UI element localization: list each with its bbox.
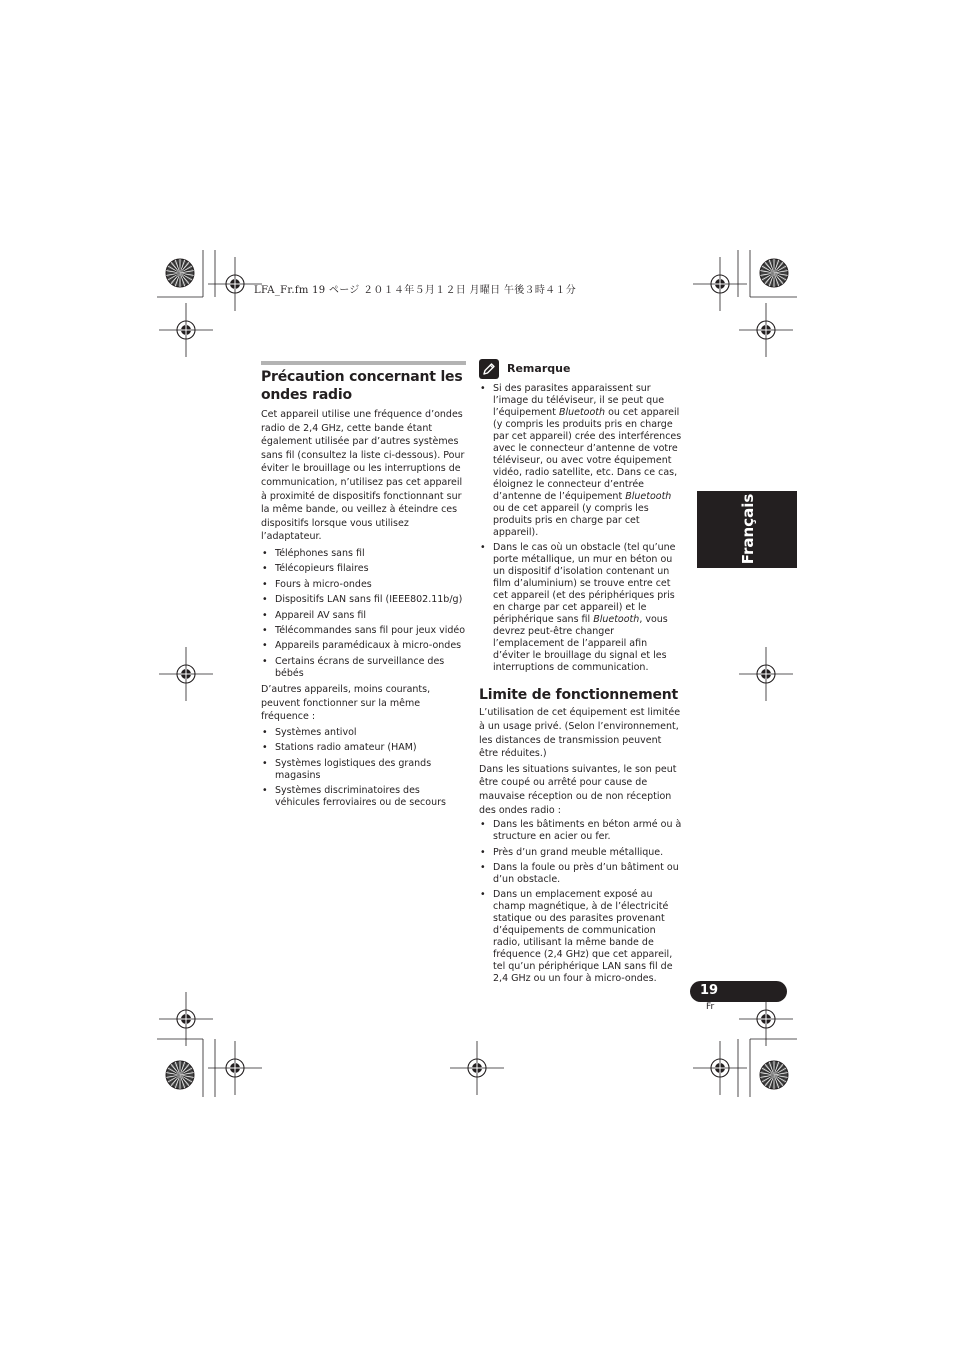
limit-paragraph-2: Dans les situations suivantes, le son peut être coupé ou arrêté pour cause de mauvaise réception ou de non réception des ondes radio : (479, 763, 677, 816)
list-item: • Systèmes antivol (261, 727, 466, 739)
list-item: • Fours à micro-ondes (261, 579, 466, 591)
remark-list (479, 383, 683, 674)
starburst-target-icon (166, 259, 194, 287)
registration-mark-icon (693, 1041, 747, 1095)
starburst-target-icon (760, 1061, 788, 1089)
radio-precaution-heading: Précaution concernant les ondes radio (261, 369, 463, 403)
remark-text: Si des parasites apparaissent sur l’image du téléviseur, il se peut que l’équipement (493, 383, 665, 418)
operating-limit-heading: Limite de fonctionnement (479, 687, 679, 704)
remark-italic-term: Bluetooth (558, 407, 606, 418)
remark-italic-term: Bluetooth (593, 614, 640, 626)
page-number: 19 (700, 983, 719, 998)
other-devices-intro: D’autres appareils, moins courants, peuvent fonctionner sur la même fréquence : (261, 684, 431, 723)
remark-title: Remarque (507, 362, 571, 375)
list-item: • Stations radio amateur (HAM) (261, 742, 466, 754)
list-item: • Téléphones sans fil (261, 548, 466, 560)
remark-item (479, 542, 683, 674)
list-item: • Télécommandes sans fil pour jeux vidéo (261, 625, 466, 637)
registration-mark-icon (450, 1041, 504, 1095)
list-item: • Appareil AV sans fil (261, 610, 466, 622)
radio-intro-paragraph: Cet appareil utilise une fréquence d’ondes radio de 2,4 GHz, cette bande étant également utilisée par d’autres systèmes sans fil (consultez la liste ci-dessous). Pour éviter le brouillage ou les interruptions de communication, n’utilisez pas cet appareil à proximité de dispositifs fonctionnant sur la même bande, ou veillez à éteindre ces dispositifs lorsque vous utilisez l’adaptateur. (261, 409, 465, 543)
remark-text: ou de cet appareil (y compris les produits pris en charge par cet appareil). (493, 503, 649, 538)
page-language-code: Fr (706, 1002, 715, 1012)
devices-list (261, 548, 466, 680)
list-item: • Dans un emplacement exposé au champ magnétique, à de l’électricité statique ou des parasites provenant d’équipements de communication radio, utilisant la même bande de fréquence (2,4 GHz) que cet appareil, tel qu’un périphérique LAN sans fil de 2,4 GHz ou un four à micro-ondes. (479, 889, 683, 985)
remark-header (479, 358, 683, 380)
remark-item (479, 383, 683, 539)
list-item: • Certains écrans de surveillance des bébés (261, 656, 466, 680)
list-item: • Systèmes logistiques des grands magasins (261, 758, 466, 782)
list-item: • Dans les bâtiments en béton armé ou à structure en acier ou fer. (479, 819, 683, 843)
starburst-target-icon (166, 1061, 194, 1089)
left-column (261, 361, 466, 812)
list-item: • Dispositifs LAN sans fil (IEEE802.11b/g) (261, 594, 466, 606)
starburst-target-icon (760, 259, 788, 287)
situations-list (479, 819, 683, 985)
list-item: • Dans la foule ou près d’un bâtiment ou d’un obstacle. (479, 862, 683, 886)
remark-text: ou cet appareil (y compris les produits pris en charge par cet appareil) crée des interférences avec le connecteur d’antenne de votre téléviseur, ou avec votre équipement vidéo, radio satellite, etc. Dans ce cas, éloignez le connecteur d’entrée d’antenne de l’équipement (493, 407, 682, 502)
language-tab-label: Français (739, 493, 757, 565)
registration-mark-icon (159, 303, 213, 357)
remark-text: , vous devrez peut-être changer l’emplacement de l’appareil afin d’éviter le brouillage du signal et les interruptions de communication. (493, 614, 668, 674)
registration-mark-icon (739, 647, 793, 701)
note-pencil-icon (479, 359, 499, 379)
registration-mark-icon (693, 257, 747, 311)
list-item: • Systèmes discriminatoires des véhicules ferroviaires ou de secours (261, 785, 466, 809)
other-devices-list (261, 727, 466, 809)
registration-mark-icon (208, 1041, 262, 1095)
registration-mark-icon (159, 992, 213, 1046)
list-item: • Télécopieurs filaires (261, 563, 466, 575)
limit-paragraph-1: L’utilisation de cet équipement est limitée à un usage privé. (Selon l’environnement, les distances de transmission peuvent être réduites.) (479, 707, 681, 760)
right-column (479, 358, 683, 989)
section-bar (261, 361, 466, 365)
registration-mark-icon (739, 303, 793, 357)
list-item: • Appareils paramédicaux à micro-ondes (261, 640, 466, 652)
file-info-header: LFA_Fr.fm 19 ページ ２０１４年５月１２日 月曜日 午後３時４１分 (254, 285, 577, 296)
remark-italic-term: Bluetooth (625, 491, 672, 502)
registration-mark-icon (159, 647, 213, 701)
list-item: • Près d’un grand meuble métallique. (479, 847, 683, 859)
remark-text: Dans le cas où un obstacle (tel qu’une porte métallique, un mur en béton ou un dispositif d’isolation contenant un film d’aluminium) se trouve entre cet cet appareil (et des périphériques pris en charge par cet appareil) et le périphérique sans fil (493, 542, 676, 626)
